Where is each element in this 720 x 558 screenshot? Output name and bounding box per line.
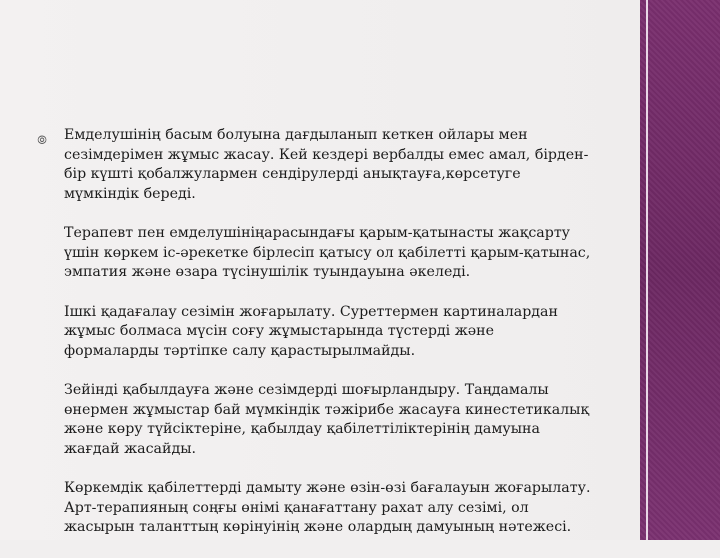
text-line: Көркемдік қабілеттерді дамыту және өзін-өзі бағалауын жоғарылату. [64,480,591,496]
text-line: үшін көркем іс-әрекетке бірлесіп қатысу ол қабілетті қарым-қатынас, [64,244,591,261]
paragraph [64,381,604,459]
paragraph [64,224,604,283]
text-line: өнермен жұмыстар бай мүмкіндік тәжірибе жасауға кинестетикалық [64,401,590,418]
text-line: Ішкі қадағалау сезімін жоғарылату. Суреттермен картиналардан [64,303,558,320]
text-line: сезімдерімен жұмыс жасау. Кей кездері вербалды емес амал, бірден- [64,146,589,163]
text-line: формаларды тәртіпке салу қарастырылмайды. [64,342,416,359]
text-line: жұмыс болмаса мүсін соғу жұмыстарында түстерді және [64,323,495,339]
text-line: Арт-терапияның соңғы өнімі қанағаттану рахат алу сезімі, ол [64,499,529,516]
paragraph [64,126,604,204]
text-line: жағдай жасайды. [64,440,197,457]
text-line: Зейінді қабылдауға және сезімдерді шоғырландыру. Таңдамалы [64,382,549,398]
target-circle-icon: ⦾ [37,133,47,147]
text-line: Терапевт пен емделушініңарасындағы қарым-қатынасты жақсарту [64,225,571,241]
decorative-side-line [646,0,648,540]
text-line: бір күшті қобалжулармен сендірулерді анықтауға,көрсетуге [64,166,521,182]
text-line: және көру түйсіктеріне, қабылдау қабілеттіліктерінің дамуына [64,421,540,437]
text-line: мүмкіндік береді. [64,185,196,202]
slide-body-text [64,126,604,558]
text-line: эмпатия және өзара түсінушілік туындауына әкеледі. [64,264,471,280]
text-line: Емделушінің басым болуына дағдыланып кеткен ойлары мен [64,127,528,143]
decorative-side-bar [640,0,720,540]
paragraph [64,303,604,362]
paragraph [64,479,604,538]
text-line: жасырын таланттың көрінуінің және олардың дамуының нәтежесі. [64,519,572,535]
